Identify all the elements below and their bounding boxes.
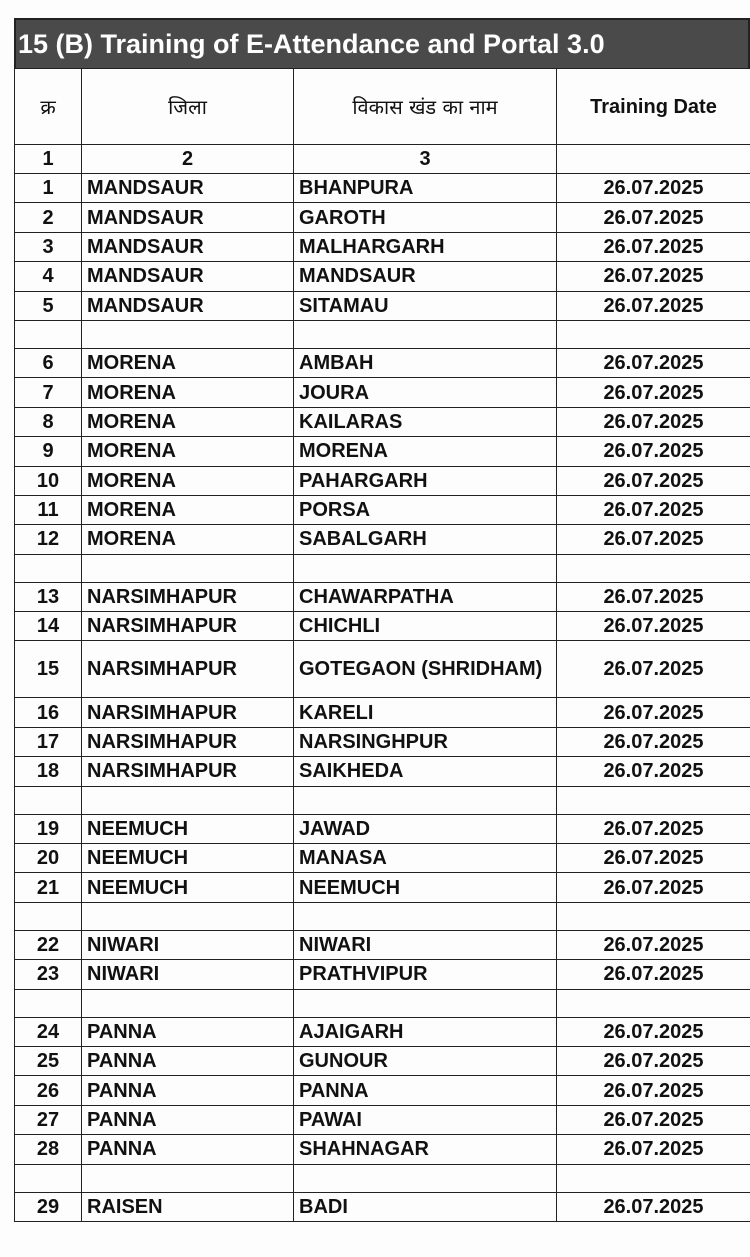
spacer-cell bbox=[557, 1164, 750, 1192]
serial-number-cell: 26 bbox=[15, 1076, 82, 1105]
serial-number-cell: 24 bbox=[15, 1017, 82, 1046]
table-row bbox=[15, 203, 750, 232]
spacer-cell bbox=[294, 786, 557, 814]
spacer-cell bbox=[15, 1164, 82, 1192]
spacer-cell bbox=[294, 989, 557, 1017]
document-page bbox=[14, 18, 750, 1222]
district-cell: NARSIMHAPUR bbox=[82, 641, 294, 698]
district-cell: NIWARI bbox=[82, 960, 294, 989]
table-row bbox=[15, 873, 750, 902]
training-date-cell: 26.07.2025 bbox=[557, 203, 750, 232]
block-name-cell: PAHARGARH bbox=[294, 466, 557, 495]
serial-number-cell: 1 bbox=[15, 174, 82, 203]
spacer-cell bbox=[294, 902, 557, 930]
block-name-cell: MALHARGARH bbox=[294, 232, 557, 261]
spacer-row bbox=[15, 902, 750, 930]
district-cell: NARSIMHAPUR bbox=[82, 727, 294, 756]
training-date-cell: 26.07.2025 bbox=[557, 1017, 750, 1046]
block-name-cell: BADI bbox=[294, 1192, 557, 1221]
spacer-cell bbox=[557, 786, 750, 814]
spacer-row bbox=[15, 786, 750, 814]
block-name-cell: NIWARI bbox=[294, 930, 557, 959]
district-cell: MANDSAUR bbox=[82, 232, 294, 261]
block-name-cell: KAILARAS bbox=[294, 407, 557, 436]
district-cell: MORENA bbox=[82, 466, 294, 495]
training-date-cell: 26.07.2025 bbox=[557, 1105, 750, 1134]
table-row bbox=[15, 1076, 750, 1105]
table-row bbox=[15, 291, 750, 320]
header-block-name: विकास खंड का नाम bbox=[294, 69, 557, 145]
spacer-row bbox=[15, 554, 750, 582]
district-cell: MORENA bbox=[82, 348, 294, 377]
serial-number-cell: 19 bbox=[15, 814, 82, 843]
block-name-cell: JOURA bbox=[294, 378, 557, 407]
serial-number-cell: 7 bbox=[15, 378, 82, 407]
spacer-cell bbox=[82, 786, 294, 814]
serial-number-cell: 4 bbox=[15, 262, 82, 291]
spacer-cell bbox=[15, 902, 82, 930]
spacer-cell bbox=[82, 1164, 294, 1192]
page-title: 15 (B) Training of E-Attendance and Portal 3.0 bbox=[14, 18, 750, 68]
table-row bbox=[15, 844, 750, 873]
spacer-cell bbox=[294, 554, 557, 582]
district-cell: NARSIMHAPUR bbox=[82, 582, 294, 611]
district-cell: NARSIMHAPUR bbox=[82, 612, 294, 641]
district-cell: PANNA bbox=[82, 1046, 294, 1075]
block-name-cell: CHICHLI bbox=[294, 612, 557, 641]
training-date-cell: 26.07.2025 bbox=[557, 1192, 750, 1221]
block-name-cell: SITAMAU bbox=[294, 291, 557, 320]
serial-number-cell: 27 bbox=[15, 1105, 82, 1134]
training-date-cell: 26.07.2025 bbox=[557, 844, 750, 873]
column-number bbox=[557, 145, 750, 174]
training-date-cell: 26.07.2025 bbox=[557, 348, 750, 377]
table-row bbox=[15, 698, 750, 727]
table-row bbox=[15, 641, 750, 698]
spacer-cell bbox=[294, 1164, 557, 1192]
block-name-cell: CHAWARPATHA bbox=[294, 582, 557, 611]
block-name-cell: GUNOUR bbox=[294, 1046, 557, 1075]
serial-number-cell: 6 bbox=[15, 348, 82, 377]
table-row bbox=[15, 960, 750, 989]
training-date-cell: 26.07.2025 bbox=[557, 582, 750, 611]
district-cell: NARSIMHAPUR bbox=[82, 698, 294, 727]
spacer-cell bbox=[15, 786, 82, 814]
district-cell: NARSIMHAPUR bbox=[82, 757, 294, 786]
spacer-cell bbox=[82, 902, 294, 930]
district-cell: PANNA bbox=[82, 1135, 294, 1164]
table-row bbox=[15, 612, 750, 641]
district-cell: MANDSAUR bbox=[82, 291, 294, 320]
training-date-cell: 26.07.2025 bbox=[557, 1135, 750, 1164]
table-row bbox=[15, 495, 750, 524]
block-name-cell: KARELI bbox=[294, 698, 557, 727]
header-row bbox=[15, 69, 750, 145]
block-name-cell: NARSINGHPUR bbox=[294, 727, 557, 756]
block-name-cell: GAROTH bbox=[294, 203, 557, 232]
training-date-cell: 26.07.2025 bbox=[557, 1076, 750, 1105]
block-name-cell: NEEMUCH bbox=[294, 873, 557, 902]
table-row bbox=[15, 727, 750, 756]
block-name-cell: SHAHNAGAR bbox=[294, 1135, 557, 1164]
training-date-cell: 26.07.2025 bbox=[557, 495, 750, 524]
training-date-cell: 26.07.2025 bbox=[557, 757, 750, 786]
district-cell: NIWARI bbox=[82, 930, 294, 959]
table-row bbox=[15, 1105, 750, 1134]
training-date-cell: 26.07.2025 bbox=[557, 437, 750, 466]
training-date-cell: 26.07.2025 bbox=[557, 174, 750, 203]
serial-number-cell: 23 bbox=[15, 960, 82, 989]
block-name-cell: PRATHVIPUR bbox=[294, 960, 557, 989]
training-date-cell: 26.07.2025 bbox=[557, 612, 750, 641]
training-date-cell: 26.07.2025 bbox=[557, 727, 750, 756]
district-cell: MORENA bbox=[82, 525, 294, 554]
training-date-cell: 26.07.2025 bbox=[557, 698, 750, 727]
block-name-cell: MANASA bbox=[294, 844, 557, 873]
serial-number-cell: 8 bbox=[15, 407, 82, 436]
column-number: 3 bbox=[294, 145, 557, 174]
table-row bbox=[15, 814, 750, 843]
spacer-cell bbox=[82, 320, 294, 348]
spacer-cell bbox=[82, 554, 294, 582]
block-name-cell: AJAIGARH bbox=[294, 1017, 557, 1046]
training-date-cell: 26.07.2025 bbox=[557, 873, 750, 902]
serial-number-cell: 15 bbox=[15, 641, 82, 698]
district-cell: PANNA bbox=[82, 1017, 294, 1046]
district-cell: NEEMUCH bbox=[82, 844, 294, 873]
district-cell: NEEMUCH bbox=[82, 873, 294, 902]
serial-number-cell: 28 bbox=[15, 1135, 82, 1164]
spacer-cell bbox=[557, 554, 750, 582]
column-number: 1 bbox=[15, 145, 82, 174]
training-date-cell: 26.07.2025 bbox=[557, 930, 750, 959]
spacer-row bbox=[15, 989, 750, 1017]
block-name-cell: SAIKHEDA bbox=[294, 757, 557, 786]
table-row bbox=[15, 757, 750, 786]
district-cell: MANDSAUR bbox=[82, 203, 294, 232]
block-name-cell: JAWAD bbox=[294, 814, 557, 843]
column-number: 2 bbox=[82, 145, 294, 174]
block-name-cell: GOTEGAON (SHRIDHAM) bbox=[294, 641, 557, 698]
training-date-cell: 26.07.2025 bbox=[557, 641, 750, 698]
spacer-row bbox=[15, 320, 750, 348]
spacer-cell bbox=[557, 320, 750, 348]
header-district: जिला bbox=[82, 69, 294, 145]
district-cell: MORENA bbox=[82, 437, 294, 466]
spacer-cell bbox=[82, 989, 294, 1017]
district-cell: PANNA bbox=[82, 1105, 294, 1134]
training-date-cell: 26.07.2025 bbox=[557, 378, 750, 407]
table-row bbox=[15, 348, 750, 377]
training-table bbox=[14, 68, 750, 1222]
table-row bbox=[15, 378, 750, 407]
training-date-cell: 26.07.2025 bbox=[557, 466, 750, 495]
serial-number-cell: 25 bbox=[15, 1046, 82, 1075]
block-name-cell: PANNA bbox=[294, 1076, 557, 1105]
serial-number-cell: 10 bbox=[15, 466, 82, 495]
training-date-cell: 26.07.2025 bbox=[557, 525, 750, 554]
serial-number-cell: 3 bbox=[15, 232, 82, 261]
header-serial: क्र bbox=[15, 69, 82, 145]
block-name-cell: AMBAH bbox=[294, 348, 557, 377]
table-row bbox=[15, 1046, 750, 1075]
district-cell: MORENA bbox=[82, 407, 294, 436]
spacer-cell bbox=[294, 320, 557, 348]
block-name-cell: MORENA bbox=[294, 437, 557, 466]
header-training-date: Training Date bbox=[557, 69, 750, 145]
block-name-cell: PAWAI bbox=[294, 1105, 557, 1134]
district-cell: RAISEN bbox=[82, 1192, 294, 1221]
column-number-row bbox=[15, 145, 750, 174]
block-name-cell: PORSA bbox=[294, 495, 557, 524]
spacer-cell bbox=[15, 989, 82, 1017]
training-date-cell: 26.07.2025 bbox=[557, 407, 750, 436]
serial-number-cell: 16 bbox=[15, 698, 82, 727]
serial-number-cell: 5 bbox=[15, 291, 82, 320]
district-cell: NEEMUCH bbox=[82, 814, 294, 843]
block-name-cell: SABALGARH bbox=[294, 525, 557, 554]
table-row bbox=[15, 407, 750, 436]
serial-number-cell: 29 bbox=[15, 1192, 82, 1221]
block-name-cell: BHANPURA bbox=[294, 174, 557, 203]
serial-number-cell: 11 bbox=[15, 495, 82, 524]
serial-number-cell: 9 bbox=[15, 437, 82, 466]
table-row bbox=[15, 582, 750, 611]
training-date-cell: 26.07.2025 bbox=[557, 291, 750, 320]
serial-number-cell: 12 bbox=[15, 525, 82, 554]
spacer-cell bbox=[557, 902, 750, 930]
table-row bbox=[15, 262, 750, 291]
district-cell: PANNA bbox=[82, 1076, 294, 1105]
spacer-cell bbox=[15, 554, 82, 582]
serial-number-cell: 17 bbox=[15, 727, 82, 756]
table-row bbox=[15, 437, 750, 466]
district-cell: MORENA bbox=[82, 495, 294, 524]
district-cell: MANDSAUR bbox=[82, 262, 294, 291]
training-date-cell: 26.07.2025 bbox=[557, 232, 750, 261]
serial-number-cell: 13 bbox=[15, 582, 82, 611]
training-date-cell: 26.07.2025 bbox=[557, 262, 750, 291]
spacer-cell bbox=[15, 320, 82, 348]
table-row bbox=[15, 174, 750, 203]
serial-number-cell: 14 bbox=[15, 612, 82, 641]
table-row bbox=[15, 1017, 750, 1046]
district-cell: MANDSAUR bbox=[82, 174, 294, 203]
serial-number-cell: 22 bbox=[15, 930, 82, 959]
table-row bbox=[15, 525, 750, 554]
table-row bbox=[15, 930, 750, 959]
block-name-cell: MANDSAUR bbox=[294, 262, 557, 291]
table-row bbox=[15, 1135, 750, 1164]
training-date-cell: 26.07.2025 bbox=[557, 960, 750, 989]
training-date-cell: 26.07.2025 bbox=[557, 814, 750, 843]
table-row bbox=[15, 232, 750, 261]
serial-number-cell: 21 bbox=[15, 873, 82, 902]
district-cell: MORENA bbox=[82, 378, 294, 407]
table-row bbox=[15, 466, 750, 495]
serial-number-cell: 2 bbox=[15, 203, 82, 232]
spacer-row bbox=[15, 1164, 750, 1192]
serial-number-cell: 18 bbox=[15, 757, 82, 786]
spacer-cell bbox=[557, 989, 750, 1017]
training-date-cell: 26.07.2025 bbox=[557, 1046, 750, 1075]
serial-number-cell: 20 bbox=[15, 844, 82, 873]
table-row bbox=[15, 1192, 750, 1221]
